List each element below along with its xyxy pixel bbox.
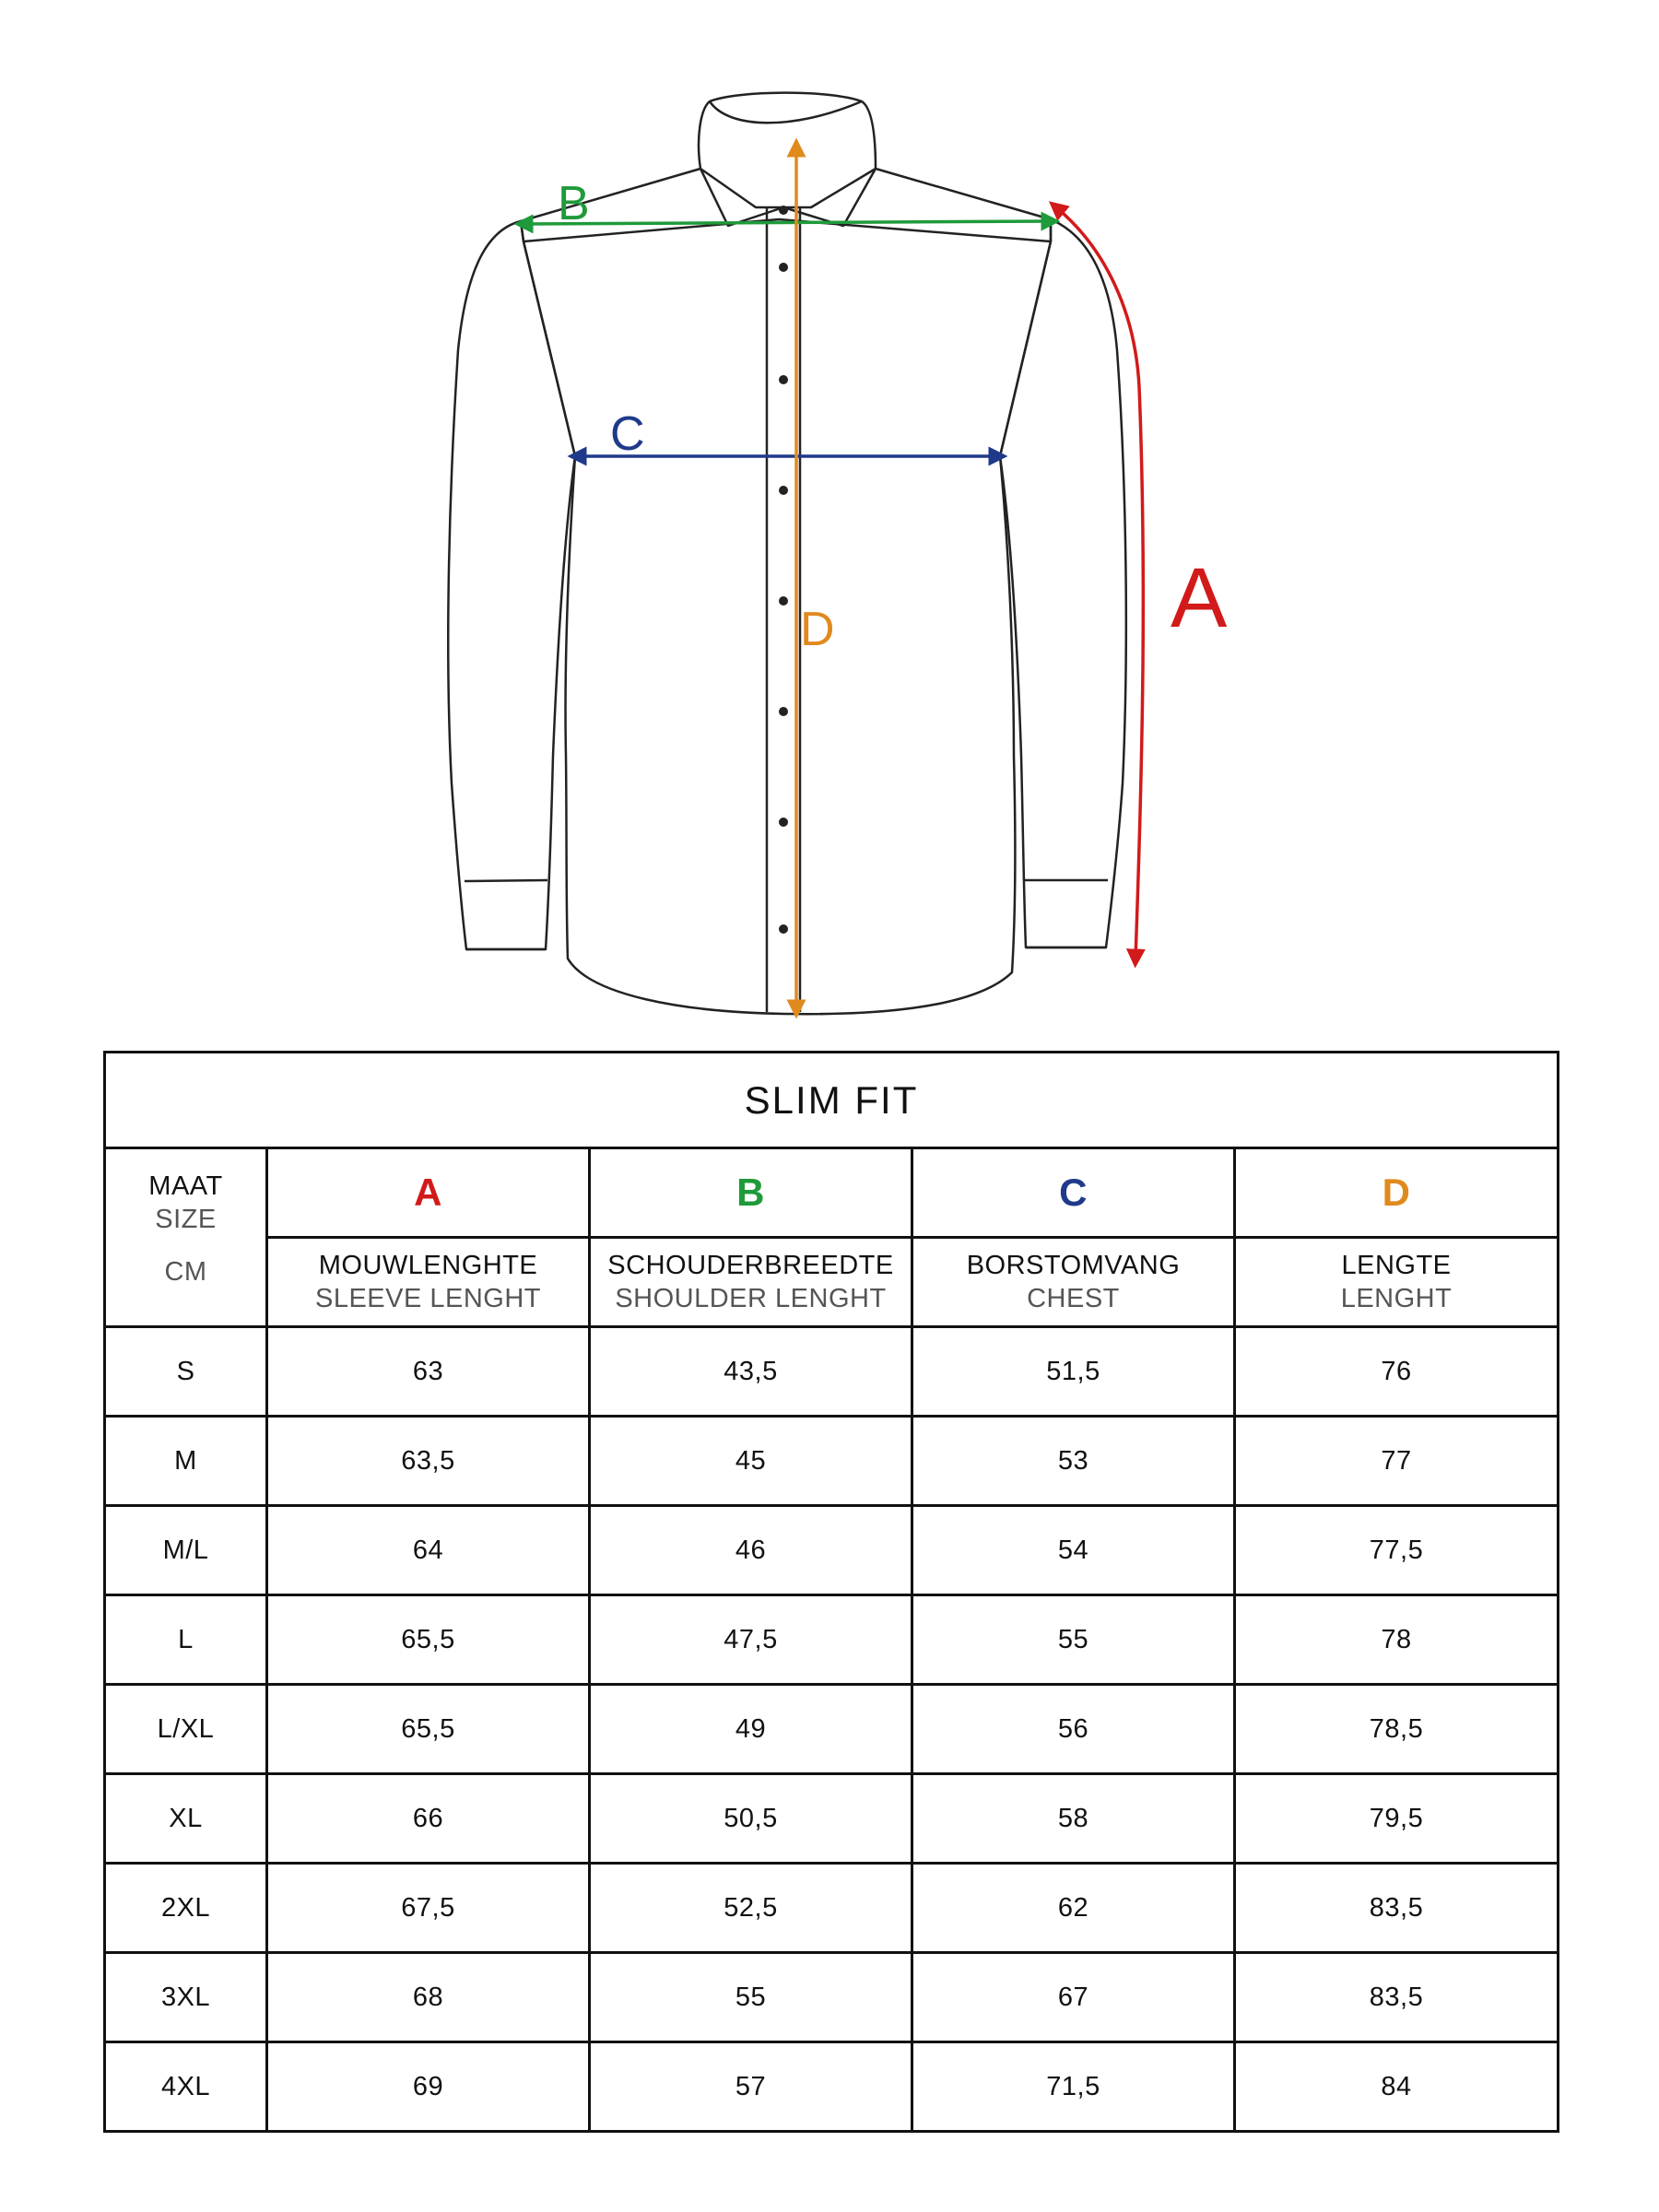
unit-label: CM bbox=[164, 1257, 207, 1287]
size-cell: 3XL bbox=[105, 1953, 267, 2042]
column-letter-b: B bbox=[590, 1148, 912, 1238]
column-label-d-nl: LENGTE bbox=[1341, 1251, 1452, 1280]
shoulder-cell: 47,5 bbox=[590, 1595, 912, 1685]
shirt-diagram bbox=[0, 0, 1659, 1023]
column-label-b-en: SHOULDER LENGHT bbox=[615, 1284, 887, 1313]
table-row bbox=[105, 1864, 1559, 1953]
sleeve-cell: 69 bbox=[267, 2042, 590, 2132]
length-cell: 77 bbox=[1235, 1417, 1559, 1506]
size-table bbox=[103, 1051, 1559, 2133]
table-title: SLIM FIT bbox=[105, 1053, 1559, 1148]
size-header-cell bbox=[105, 1148, 267, 1327]
column-letter-d: D bbox=[1235, 1148, 1559, 1238]
shirt-buttons bbox=[779, 206, 788, 934]
table-row bbox=[105, 1506, 1559, 1595]
chest-cell: 53 bbox=[912, 1417, 1235, 1506]
sleeve-cell: 68 bbox=[267, 1953, 590, 2042]
shoulder-cell: 49 bbox=[590, 1685, 912, 1774]
chest-cell: 62 bbox=[912, 1864, 1235, 1953]
measure-d-label: D bbox=[800, 603, 835, 656]
measure-c-label: C bbox=[610, 407, 645, 461]
table-row bbox=[105, 1953, 1559, 2042]
size-cell: M/L bbox=[105, 1506, 267, 1595]
shoulder-cell: 46 bbox=[590, 1506, 912, 1595]
shoulder-cell: 45 bbox=[590, 1417, 912, 1506]
column-label-c-nl: BORSTOMVANG bbox=[966, 1251, 1181, 1280]
column-letter-c: C bbox=[912, 1148, 1235, 1238]
table-row bbox=[105, 1685, 1559, 1774]
length-cell: 79,5 bbox=[1235, 1774, 1559, 1864]
header-label-row bbox=[105, 1238, 1559, 1327]
measure-a-label: A bbox=[1171, 551, 1228, 645]
length-cell: 83,5 bbox=[1235, 1953, 1559, 2042]
column-label-a-nl: MOUWLENGHTE bbox=[318, 1251, 538, 1280]
chest-cell: 55 bbox=[912, 1595, 1235, 1685]
sleeve-cell: 63 bbox=[267, 1327, 590, 1417]
size-cell: 4XL bbox=[105, 2042, 267, 2132]
measure-b-arrow bbox=[524, 221, 1051, 224]
length-cell: 77,5 bbox=[1235, 1506, 1559, 1595]
sleeve-cell: 63,5 bbox=[267, 1417, 590, 1506]
size-cell: XL bbox=[105, 1774, 267, 1864]
shoulder-cell: 57 bbox=[590, 2042, 912, 2132]
measure-b-label: B bbox=[558, 177, 590, 230]
column-label-c-en: CHEST bbox=[1027, 1284, 1120, 1313]
header-letter-row bbox=[105, 1148, 1559, 1238]
column-label-b bbox=[590, 1238, 912, 1327]
column-label-d-en: LENGHT bbox=[1340, 1284, 1453, 1313]
shoulder-cell: 52,5 bbox=[590, 1864, 912, 1953]
size-cell: L bbox=[105, 1595, 267, 1685]
size-cell: M bbox=[105, 1417, 267, 1506]
table-row bbox=[105, 1595, 1559, 1685]
sleeve-cell: 64 bbox=[267, 1506, 590, 1595]
shoulder-cell: 55 bbox=[590, 1953, 912, 2042]
size-cell: S bbox=[105, 1327, 267, 1417]
measure-a-arrow bbox=[1056, 207, 1143, 959]
size-label-en: SIZE bbox=[155, 1205, 217, 1234]
table-row bbox=[105, 2042, 1559, 2132]
shoulder-cell: 50,5 bbox=[590, 1774, 912, 1864]
table-row bbox=[105, 1774, 1559, 1864]
length-cell: 76 bbox=[1235, 1327, 1559, 1417]
chest-cell: 67 bbox=[912, 1953, 1235, 2042]
chest-cell: 71,5 bbox=[912, 2042, 1235, 2132]
chest-cell: 51,5 bbox=[912, 1327, 1235, 1417]
length-cell: 78 bbox=[1235, 1595, 1559, 1685]
sleeve-cell: 65,5 bbox=[267, 1595, 590, 1685]
length-cell: 78,5 bbox=[1235, 1685, 1559, 1774]
sleeve-cell: 66 bbox=[267, 1774, 590, 1864]
chest-cell: 54 bbox=[912, 1506, 1235, 1595]
size-label-nl: MAAT bbox=[148, 1171, 223, 1201]
column-label-c bbox=[912, 1238, 1235, 1327]
length-cell: 84 bbox=[1235, 2042, 1559, 2132]
sleeve-cell: 67,5 bbox=[267, 1864, 590, 1953]
column-label-a-en: SLEEVE LENGHT bbox=[314, 1284, 542, 1313]
table-row bbox=[105, 1417, 1559, 1506]
title-row bbox=[105, 1053, 1559, 1148]
shirt-outline bbox=[448, 93, 1126, 1015]
chest-cell: 58 bbox=[912, 1774, 1235, 1864]
column-label-b-nl: SCHOUDERBREEDTE bbox=[607, 1251, 894, 1280]
length-cell: 83,5 bbox=[1235, 1864, 1559, 1953]
table-row bbox=[105, 1327, 1559, 1417]
chest-cell: 56 bbox=[912, 1685, 1235, 1774]
column-label-d bbox=[1235, 1238, 1559, 1327]
sleeve-cell: 65,5 bbox=[267, 1685, 590, 1774]
column-letter-a: A bbox=[267, 1148, 590, 1238]
size-cell: L/XL bbox=[105, 1685, 267, 1774]
shoulder-cell: 43,5 bbox=[590, 1327, 912, 1417]
size-cell: 2XL bbox=[105, 1864, 267, 1953]
column-label-a bbox=[267, 1238, 590, 1327]
